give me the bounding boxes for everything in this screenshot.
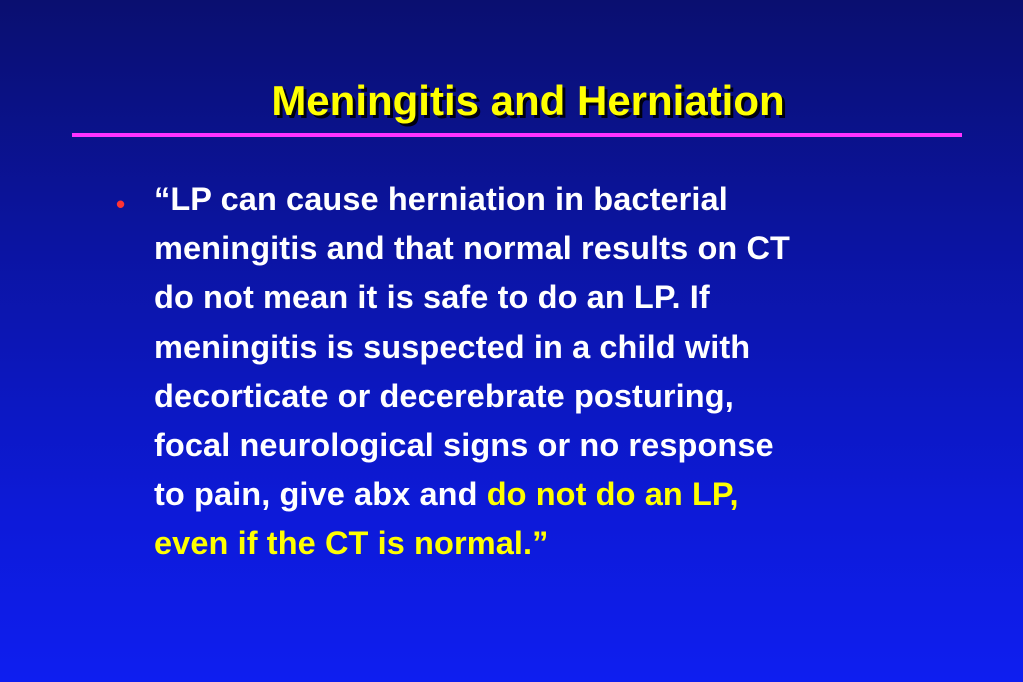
quote-line: meningitis and that normal results on CT: [154, 230, 791, 267]
title-divider: [72, 133, 962, 137]
quote-line: “LP can cause herniation in bacterial: [154, 181, 728, 217]
highlighted-text: even if the CT is normal.”: [154, 525, 549, 562]
bullet-quote: [154, 175, 954, 569]
quote-line-plain: to pain, give abx and: [154, 476, 487, 513]
quote-line: do not mean it is safe to do an LP. If: [154, 279, 710, 316]
quote-line: meningitis is suspected in a child with: [154, 328, 751, 365]
slide-title: Meningitis and Herniation: [271, 77, 785, 124]
bullet-marker: •: [116, 189, 126, 219]
quote-line: focal neurological signs or no response: [154, 427, 774, 464]
quote-line: decorticate or decerebrate posturing,: [154, 377, 734, 414]
quote-line-mixed: [154, 470, 954, 519]
highlighted-text: do not do an LP,: [486, 476, 739, 513]
